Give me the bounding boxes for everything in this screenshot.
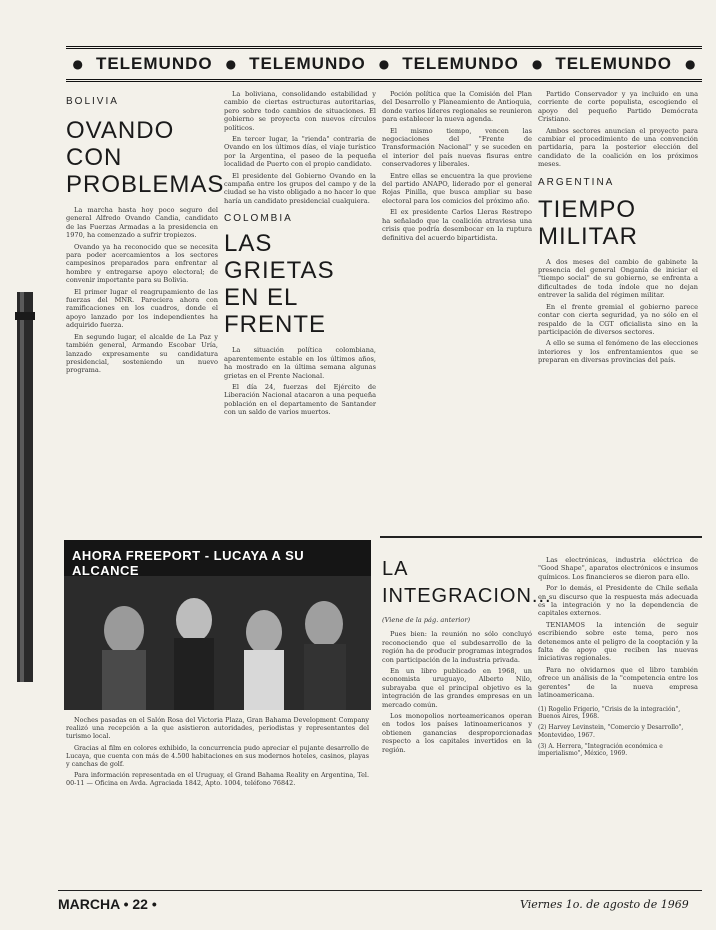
headline-argentina-2: MILITAR <box>538 222 638 250</box>
kicker-bolivia: BOLIVIA <box>66 96 119 107</box>
footer-date: Viernes 1o. de agosto de 1969 <box>520 898 689 911</box>
headline-argentina-1: TIEMPO <box>538 195 637 223</box>
paragraph: En el frente gremial el gobierno parece contar con cierta seguridad, ya no sólo en el respaldo de la CGT oficialista sino en la participación de diversos sectores. <box>538 302 698 336</box>
article-body <box>538 556 698 700</box>
banner-label-1: TELEMUNDO <box>95 54 213 73</box>
paragraph: TENIAMOS la intención de seguir escribiendo sobre este tema, pero nos detenemos ante el peligro de la cooptación y la falta de apoyo que reciben las nuevas iniciativas regionales. <box>538 620 698 663</box>
paragraph: El ex presidente Carlos Lleras Restrepo ha señalado que la coalición atraviesa una crisis que podría desembocar en la ruptura definitiva del acuerdo bipartidista. <box>382 208 532 242</box>
paragraph: Por lo demás, el Presidente de Chile señala en su discurso que la respuesta más adecuada es la integración y no la dependencia de capitales externos. <box>538 584 698 618</box>
article-colombia-continued <box>382 90 532 536</box>
article-body <box>382 630 532 754</box>
paragraph: El mismo tiempo, vencen las negociaciones del "Frente de Transformación Nacional" y se suceden en el interior del país nuevas fisuras entre conservadores y liberales. <box>382 126 532 169</box>
banner-bullet: ● <box>378 57 390 71</box>
banner-label-4: TELEMUNDO <box>555 54 672 73</box>
advert-title: AHORA FREEPORT - LUCAYA A SU ALCANCE <box>72 548 305 578</box>
article-colombia <box>224 90 376 536</box>
paragraph: El día 24, fuerzas del Ejército de Liberación Nacional atacaron a una pequeña población en el departamento de Santander con un saldo de varios muertos. <box>224 382 376 417</box>
advert-caption <box>66 716 369 888</box>
banner-label-2: TELEMUNDO <box>249 54 366 73</box>
headline-colombia-2: EN EL FRENTE <box>224 284 326 339</box>
paragraph: Las electrónicas, industria eléctrica de "Good Shape", aparatos electrónicos e insumos químicos. Los financieros se dieron para ello. <box>538 556 698 581</box>
paragraph: Partido Conservador y ya incluido en una corriente de corte populista, escogiendo el apoyo del pequeño Partido Demócrata Cristiano. <box>538 90 698 124</box>
paragraph: Los monopolios norteamericanos operan en todos los países latinoamericanos y obtienen ganancias desproporcionadas respecto a los capitales invertidos en la región. <box>382 712 532 754</box>
banner-bullet: ● <box>531 57 543 71</box>
paragraph: La marcha hasta hoy poco seguro del general Alfredo Ovando Candia, candidato de las Fuerzas Armadas a la presidencia en 1970, ha comenzado a sufrir tropiezos. <box>66 206 218 240</box>
paragraph: A dos meses del cambio de gabinete la presencia del general Onganía de iniciar el "tiempo social" de su gobierno, se enfrenta a dificultades de toda índole que no dejan entrever la salida del régimen militar. <box>538 257 698 300</box>
article-body <box>224 346 376 416</box>
banner-label-3: TELEMUNDO <box>402 54 519 73</box>
footer-rule <box>58 890 702 891</box>
article-body <box>538 258 698 365</box>
article-integracion <box>382 556 552 890</box>
footnote: (2) Harvey Levinstein, "Comercio y Desarrollo", Montevideo, 1967. <box>538 724 684 739</box>
paragraph: Entre ellas se encuentra la que proviene del partido ANAPO, liderado por el general Rojas Pinilla, que busca ampliar su base electoral para los comicios del próximo año. <box>382 171 532 205</box>
kicker-argentina: ARGENTINA <box>538 176 615 188</box>
kicker-colombia: COLOMBIA <box>224 213 293 225</box>
paragraph: Pues bien: la reunión no sólo concluyó reconociendo que el subdesarrollo de la región ha de producir programas integrados con participación de la industria privada. <box>382 630 532 664</box>
headline-bolivia-1: OVANDO <box>66 117 175 144</box>
paragraph: El presidente del Gobierno Ovando en la campaña entre los grupos del campo y de la ciudad se ha visto obligado a no hacer lo que haría un candidato presidencial cualquiera. <box>224 171 376 205</box>
paragraph: Para no olvidarnos que el libro también ofrece un análisis de la "competencia entre los gerentes" de la nueva empresa latinoamericana. <box>538 665 698 700</box>
pencil-image <box>14 292 36 682</box>
paragraph: En un libro publicado en 1968, un economista uruguayo, Alberto Nilo, subrayaba que el principal objetivo es la integración de las grandes empresas en un mercado común. <box>382 667 532 709</box>
footnotes <box>538 706 698 759</box>
footer-publication: MARCHA • 22 • <box>58 896 157 912</box>
paragraph: Ambos sectores anuncian el proyecto para cambiar el procedimiento de una convención partidaria, para la posterior elección del candidato de la coalición en los próximos meses. <box>538 126 698 169</box>
banner-bullet: ● <box>225 57 237 71</box>
footnote: (3) A. Herrera, "Integración económica e imperialismo", México, 1969. <box>538 742 663 758</box>
paragraph: Para información representada en el Uruguay, el Grand Bahama Reality en Argentina, Tel. 00-11 — Oficina en Avda. Agraciada 1842, Apto. 1004, teléfono 76842. <box>66 771 369 788</box>
paragraph: Ovando ya ha reconocido que se necesita para poder acercamientos a los sectores campesinos preparados para enfrentar al hombre y entregarse apoyo electoral; de convenir importante para su Bolivia. <box>66 242 218 285</box>
paragraph: El primer lugar el reagrupamiento de las fuerzas del MNR. Pareciera ahora con ramificaciones en los cuadros, donde el apoyo lanzado por los independientes ha adquirido fuerza. <box>66 287 218 330</box>
banner-bullet: ● <box>72 57 83 71</box>
footnote: (1) Rogelio Frigerio, "Crisis de la integración", Buenos Aires, 1968. <box>538 705 681 721</box>
article-body <box>538 90 698 169</box>
paragraph: A ello se suma el fenómeno de las elecciones interiores y los enfrentamientos que se preparan en diversas provincias del país. <box>538 339 698 365</box>
headline-bolivia-2: CON PROBLEMAS <box>66 144 225 198</box>
advert-photo <box>64 540 371 710</box>
divider <box>380 536 702 538</box>
section-banner <box>66 46 702 82</box>
headline-colombia-1: LAS GRIETAS <box>224 230 335 285</box>
paragraph: Gracias al film en colores exhibido, la concurrencia pudo apreciar el pujante desarrollo de Lucaya, que cuenta con más de 4.500 habitaciones en sus modernos hoteles, casinos, playas y canchas de golf. <box>66 743 369 769</box>
paragraph: Noches pasadas en el Salón Rosa del Victoria Plaza, Gran Bahama Development Company realizó una recepción a la que asistieron autoridades, periodistas y representantes del turismo local. <box>66 716 369 741</box>
article-integracion-continued <box>538 556 698 890</box>
headline-integracion: LA INTEGRACION... <box>382 558 552 607</box>
paragraph: En segundo lugar, el alcalde de La Paz y también general, Armando Escobar Uría, lanzado expresamente su candidatura presidencial, sosteniendo un nuevo programa. <box>66 332 218 375</box>
paragraph: Poción política que la Comisión del Plan del Desarrollo y Planeamiento de Antioquia, donde varios líderes regionales se reunieron para establecer la nueva agenda. <box>382 90 532 124</box>
paragraph: La boliviana, consolidando estabilidad y cambio de ciertas estructuras autoritarias, pero sobre todo cambios de situaciones. El gobierno se proyecta con nuevos círculos políticos. <box>224 90 376 132</box>
article-body <box>66 206 218 375</box>
article-body <box>382 90 532 242</box>
paragraph: En tercer lugar, la "rienda" contraria de Ovando en los últimos días, el viaje turístico por la Argentina, el paseo de la pequeña localidad de Puerto con el propio candidato. <box>224 135 376 169</box>
continued-note: (Viene de la pág. anterior) <box>382 616 471 624</box>
banner-bullet: ● <box>684 57 696 71</box>
article-argentina <box>538 90 698 536</box>
paragraph: La situación política colombiana, aparentemente estable en los últimos años, ha mostrado en la última semana algunas grietas en el Frente Nacional. <box>224 346 376 380</box>
article-body <box>224 90 376 205</box>
article-bolivia <box>66 96 225 536</box>
